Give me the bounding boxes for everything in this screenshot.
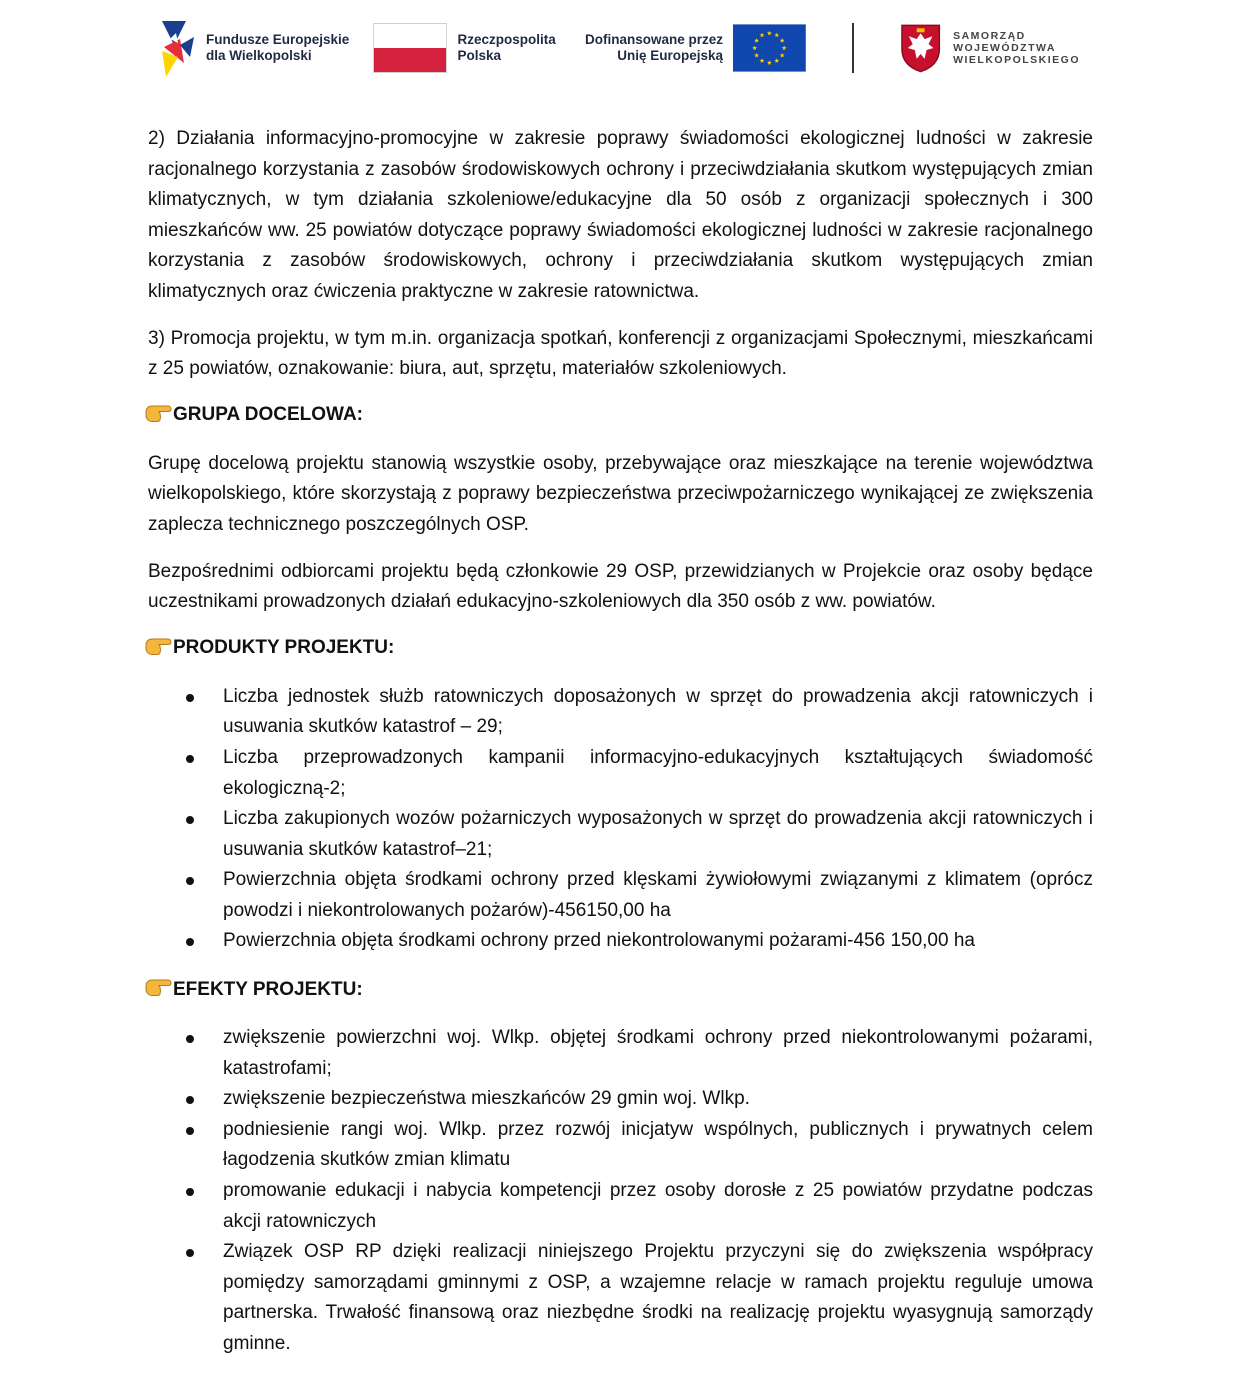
- list-item: promowanie edukacji i nabycia kompetencji przez osoby dorosłe z 25 powiatów przydatne podczas akcji ratowniczych: [148, 1176, 1093, 1237]
- fundusze-europejskie-mark-icon: [160, 17, 196, 79]
- wielkopolska-crest-icon: [900, 23, 941, 73]
- list-item: zwiększenie bezpieczeństwa mieszkańców 29 gmin woj. Wlkp.: [148, 1084, 1093, 1115]
- produkty-heading-text: PRODUKTY PROJEKTU: [173, 637, 389, 659]
- list-item: Liczba zakupionych wozów pożarniczych wyposażonych w sprzęt do prowadzenia akcji ratowniczych i usuwania skutków katastrof–21;: [148, 804, 1093, 865]
- grupa-text-1: Grupę docelową projektu stanowią wszystkie osoby, przebywające oraz mieszkające na terenie województwa wielkopolskiego, które skorzystają z poprawy bezpieczeństwa przeciwpożarniczego wynikającej ze zwiększenia zaplecza technicznego poszczególnych OSP.: [148, 452, 1093, 535]
- fe-line-1: Fundusze Europejskie: [206, 32, 350, 47]
- efekty-heading-text: EFEKTY PROJEKTU: [173, 978, 357, 1000]
- heading-colon: :: [356, 404, 363, 426]
- logo-bar: [160, 14, 1080, 82]
- poland-flag-icon: [373, 23, 448, 73]
- fundusze-europejskie-text: [206, 32, 349, 64]
- list-item: Liczba jednostek służb ratowniczych doposażonych w sprzęt do prowadzenia akcji ratowniczych i usuwania skutków katastrof – 29;: [148, 682, 1093, 743]
- efekty-projektu-heading: [148, 975, 1093, 1005]
- list-item: podniesienie rangi woj. Wlkp. przez rozwój inicjatyw wspólnych, publicznych i prywatnych celem łagodzenia skutków zmian klimatu: [148, 1115, 1093, 1176]
- list-item: Liczba przeprowadzonych kampanii informacyjno-edukacyjnych kształtujących świadomość ekologiczną-2;: [148, 743, 1093, 804]
- eu-line-2: Unię Europejską: [617, 48, 724, 63]
- list-item: Powierzchnia objęta środkami ochrony przed niekontrolowanymi pożarami-456 150,00 ha: [148, 926, 1093, 957]
- efekty-list: [148, 1023, 1093, 1360]
- rzeczpospolita-text: [457, 32, 575, 64]
- grupa-docelowa-heading: [148, 401, 1093, 431]
- logo-separator: [852, 23, 854, 73]
- eu-flag-icon: [733, 24, 806, 72]
- sam-line-2: WOJEWÓDZTWA: [953, 42, 1056, 54]
- produkty-projektu-heading: [148, 634, 1093, 664]
- paragraph-3: 3) Promocja projektu, w tym m.in. organizacja spotkań, konferencji z organizacjami Społecznymi, mieszkańcami z 25 powiatów, oznakowanie: biura, aut, sprzętu, materiałów szkoleniowych.: [148, 327, 1093, 380]
- eu-line-1: Dofinansowane przez: [585, 32, 724, 47]
- eu-funding-text: [576, 32, 724, 64]
- pointing-hand-icon: [144, 400, 172, 424]
- list-item: Powierzchnia objęta środkami ochrony przed klęskami żywiołowymi związanymi z klimatem (oprócz powodzi i niekontrolowanych pożarów)-456150,00 ha: [148, 865, 1093, 926]
- list-item: Związek OSP RP dzięki realizacji niniejszego Projektu przyczyni się do zwiększenia współpracy pomiędzy samorządami gminnymi z OSP, a wzajemne relacje w ramach projektu reguluje umowa partnerska. Trwałość finansową oraz niezbędne środki na realizację projektu wyasygnują samorządy gminne.: [148, 1237, 1093, 1359]
- paragraph-2: 2) Działania informacyjno-promocyjne w zakresie poprawy świadomości ekologicznej ludności w zakresie racjonalnego korzystania z zasobów środowiskowych ochrony i przeciwdziałania skutkom występujących zmian klimatycznych, w tym działania szkoleniowe/edukacyjne dla 50 osób z organizacji społecznych i 300 mieszkańców ww. 25 powiatów dotyczące poprawy świadomości ekologicznej ludności w zakresie racjonalnego korzystania z zasobów środowiskowych, ochrony i przeciwdziałania skutkom występujących zmian klimatycznych oraz ćwiczenia praktyczne w zakresie ratownictwa.: [148, 128, 1093, 302]
- rp-line-1: Rzeczpospolita: [457, 32, 556, 47]
- produkty-list: [148, 682, 1093, 957]
- samorzad-text: [953, 30, 1080, 66]
- heading-colon: :: [388, 637, 395, 659]
- sam-line-3: WIELKOPOLSKIEGO: [953, 54, 1081, 66]
- sam-line-1: SAMORZĄD: [953, 30, 1026, 42]
- grupa-heading-text: GRUPA DOCELOWA: [173, 404, 357, 426]
- heading-colon: :: [356, 978, 363, 1000]
- fundusze-europejskie-logo: [160, 17, 357, 79]
- pointing-hand-icon: [144, 974, 172, 998]
- fe-line-2: dla Wielkopolski: [206, 48, 312, 63]
- grupa-text-2: Bezpośrednimi odbiorcami projektu będą członkowie 29 OSP, przewidzianych w Projekcie oraz osoby będące uczestnikami prowadzonych działań edukacyjno-szkoleniowych dla 350 osób z ww. powiatów.: [148, 560, 1093, 613]
- rp-line-2: Polska: [457, 48, 502, 63]
- list-item: zwiększenie powierzchni woj. Wlkp. objętej środkami ochrony przed niekontrolowanymi pożarami, katastrofami;: [148, 1023, 1093, 1084]
- pointing-hand-icon: [144, 633, 172, 657]
- document-body: [148, 124, 1093, 1378]
